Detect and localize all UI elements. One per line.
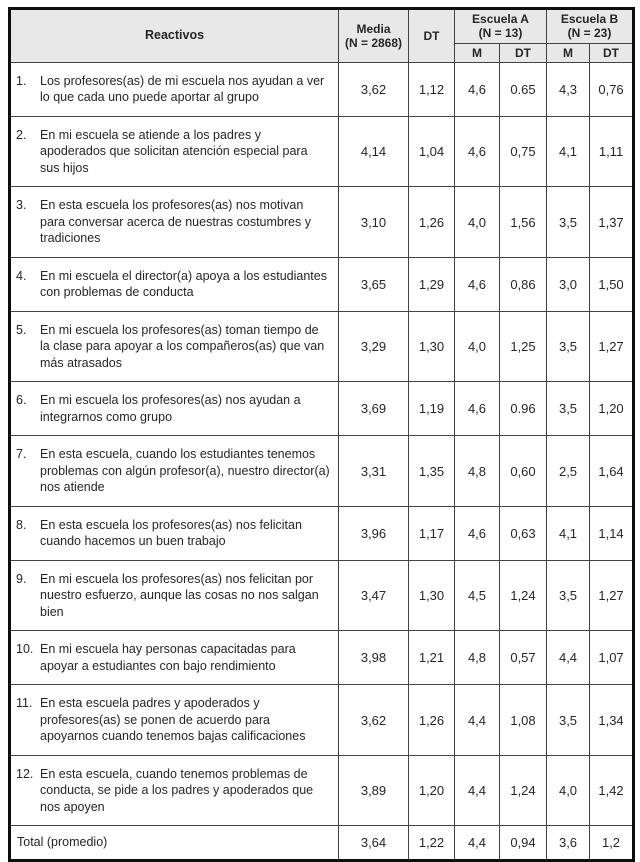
dt-cell: 1,30 <box>409 311 455 382</box>
escuela-a-dt-cell: 0,60 <box>500 436 547 507</box>
escuela-a-m-cell: 4,6 <box>455 506 500 560</box>
escuela-a-dt-cell: 0,86 <box>500 257 547 311</box>
reactivo-number: 11. <box>16 696 33 711</box>
table-row <box>10 116 634 187</box>
escuela-a-m-cell: 4,6 <box>455 257 500 311</box>
table-row <box>10 382 634 436</box>
total-label-cell: Total (promedio) <box>10 826 339 861</box>
escuela-a-dt-cell: 1,56 <box>500 187 547 258</box>
dt-cell: 1,29 <box>409 257 455 311</box>
escuela-a-dt-cell: 1,08 <box>500 685 547 756</box>
reactivo-text: En mi escuela los profesores(as) nos felicitan por nuestro esfuerzo, aunque las cosas no nos salgan bien <box>40 571 319 619</box>
escuela-b-m-cell: 3,5 <box>547 187 590 258</box>
reactivo-text: En esta escuela, cuando tenemos problemas de conducta, se pide a los padres y apoderados que nos apoyen <box>40 766 314 814</box>
escuela-b-m-cell: 4,1 <box>547 506 590 560</box>
reactivo-cell <box>10 62 339 116</box>
reactivo-text: En mi escuela los profesores(as) toman tiempo de la clase para apoyar a los compañeros(as) que van más atrasados <box>40 322 325 370</box>
dt-cell: 1,17 <box>409 506 455 560</box>
escuela-b-dt-cell: 1,34 <box>590 685 634 756</box>
escuela-a-m-cell: 4,0 <box>455 187 500 258</box>
escuela-b-dt-cell: 1,64 <box>590 436 634 507</box>
reactivo-cell <box>10 755 339 826</box>
media-cell: 3,69 <box>339 382 409 436</box>
escuela-b-m-cell: 3,5 <box>547 685 590 756</box>
dt-cell: 1,30 <box>409 560 455 631</box>
media-cell: 3,96 <box>339 506 409 560</box>
media-cell: 3,62 <box>339 685 409 756</box>
header-escuela-a-line2: (N = 13) <box>478 26 523 41</box>
reactivo-text: Los profesores(as) de mi escuela nos ayudan a ver lo que cada uno puede aportar al grupo <box>40 73 325 105</box>
dt-cell: 1,12 <box>409 62 455 116</box>
reactivo-text: En mi escuela hay personas capacitadas para apoyar a estudiantes con bajo rendimiento <box>40 642 296 673</box>
escuela-b-dt-cell: 1,07 <box>590 631 634 685</box>
media-cell: 3,47 <box>339 560 409 631</box>
table-row <box>10 62 634 116</box>
reactivo-number: 9. <box>16 571 27 586</box>
reactivo-number: 6. <box>16 393 27 408</box>
header-escuela-b-line1: Escuela B <box>560 12 619 26</box>
escuela-b-m-cell: 4,0 <box>547 755 590 826</box>
reactivo-cell <box>10 436 339 507</box>
escuela-a-m-cell: 4,0 <box>455 311 500 382</box>
escuela-a-dt-cell: 0,75 <box>500 116 547 187</box>
reactivo-cell <box>10 685 339 756</box>
media-cell: 3,62 <box>339 62 409 116</box>
escuela-a-m-cell: 4,4 <box>455 755 500 826</box>
reactivo-number: 3. <box>16 198 27 213</box>
table-row <box>10 311 634 382</box>
escuela-b-m-cell: 3,0 <box>547 257 590 311</box>
dt-cell: 1,26 <box>409 187 455 258</box>
dt-cell: 1,20 <box>409 755 455 826</box>
table-row <box>10 631 634 685</box>
escuela-a-m-cell: 4,6 <box>455 62 500 116</box>
header-dt: DT <box>409 9 455 63</box>
escuela-b-m-cell: 3,5 <box>547 382 590 436</box>
escuela-b-dt-cell: 0,76 <box>590 62 634 116</box>
total-escuela-b-dt-cell: 1,2 <box>590 826 634 861</box>
reactivo-text: En mi escuela se atiende a los padres y apoderados que solicitan atención especial para sus hijos <box>40 127 308 175</box>
dt-cell: 1,35 <box>409 436 455 507</box>
header-a-m: M <box>455 43 500 62</box>
reactivo-cell <box>10 631 339 685</box>
escuela-b-m-cell: 4,1 <box>547 116 590 187</box>
table-row <box>10 257 634 311</box>
escuela-b-m-cell: 3,5 <box>547 311 590 382</box>
escuela-a-dt-cell: 1,25 <box>500 311 547 382</box>
total-escuela-a-m-cell: 4,4 <box>455 826 500 861</box>
escuela-b-dt-cell: 1,42 <box>590 755 634 826</box>
header-escuela-a <box>455 9 547 44</box>
reactivo-number: 10. <box>16 642 34 657</box>
escuela-b-dt-cell: 1,27 <box>590 311 634 382</box>
reactivo-cell <box>10 506 339 560</box>
media-cell: 3,98 <box>339 631 409 685</box>
escuela-a-m-cell: 4,6 <box>455 116 500 187</box>
header-reactivos: Reactivos <box>10 9 339 63</box>
header-escuela-b-line2: (N = 23) <box>567 26 612 41</box>
reactivo-cell <box>10 560 339 631</box>
header-b-dt: DT <box>590 43 634 62</box>
reactivo-cell <box>10 382 339 436</box>
table-body <box>10 62 634 826</box>
table-row <box>10 506 634 560</box>
total-media-cell: 3,64 <box>339 826 409 861</box>
reactivo-text: En esta escuela los profesores(as) nos felicitan cuando hacemos un buen trabajo <box>40 517 302 549</box>
escuela-b-m-cell: 4,3 <box>547 62 590 116</box>
escuela-a-dt-cell: 0,57 <box>500 631 547 685</box>
table-row <box>10 560 634 631</box>
reactivo-text: En esta escuela padres y apoderados y profesores(as) se ponen de acuerdo para apoyarnos cuando tenemos bajas calificaciones <box>40 696 306 744</box>
reactivo-text: En mi escuela el director(a) apoya a los estudiantes con problemas de conducta <box>40 268 327 300</box>
escuela-b-dt-cell: 1,50 <box>590 257 634 311</box>
table-row <box>10 755 634 826</box>
escuela-a-dt-cell: 0.65 <box>500 62 547 116</box>
dt-cell: 1,21 <box>409 631 455 685</box>
header-b-m: M <box>547 43 590 62</box>
escuela-a-dt-cell: 0,63 <box>500 506 547 560</box>
reactivo-text: En esta escuela, cuando los estudiantes tenemos problemas con algún profesor(a), nuestro director(a) nos atiende <box>40 447 330 495</box>
media-cell: 3,10 <box>339 187 409 258</box>
reactivo-number: 12. <box>16 766 34 781</box>
escuela-a-dt-cell: 1,24 <box>500 755 547 826</box>
escuela-b-dt-cell: 1,27 <box>590 560 634 631</box>
escuela-a-m-cell: 4,8 <box>455 436 500 507</box>
escuela-b-dt-cell: 1,14 <box>590 506 634 560</box>
reactivo-cell <box>10 187 339 258</box>
results-table <box>8 7 635 862</box>
reactivo-number: 5. <box>16 322 27 337</box>
header-escuela-a-line1: Escuela A <box>472 12 529 26</box>
table-footer <box>10 826 634 861</box>
escuela-b-dt-cell: 1,20 <box>590 382 634 436</box>
total-escuela-b-m-cell: 3,6 <box>547 826 590 861</box>
reactivo-cell <box>10 116 339 187</box>
total-escuela-a-dt-cell: 0,94 <box>500 826 547 861</box>
escuela-a-m-cell: 4,4 <box>455 685 500 756</box>
reactivo-number: 4. <box>16 268 27 283</box>
media-cell: 3,31 <box>339 436 409 507</box>
reactivo-number: 1. <box>16 73 27 88</box>
dt-cell: 1,19 <box>409 382 455 436</box>
header-a-dt: DT <box>500 43 547 62</box>
escuela-b-dt-cell: 1,11 <box>590 116 634 187</box>
escuela-a-dt-cell: 1,24 <box>500 560 547 631</box>
escuela-a-dt-cell: 0.96 <box>500 382 547 436</box>
dt-cell: 1,04 <box>409 116 455 187</box>
header-media <box>339 9 409 63</box>
header-media-line2: (N = 2868) <box>344 35 403 50</box>
header-media-line1: Media <box>356 21 391 36</box>
escuela-b-m-cell: 4,4 <box>547 631 590 685</box>
dt-cell: 1,26 <box>409 685 455 756</box>
escuela-a-m-cell: 4,8 <box>455 631 500 685</box>
reactivo-number: 8. <box>16 517 27 532</box>
media-cell: 3,89 <box>339 755 409 826</box>
escuela-b-m-cell: 2,5 <box>547 436 590 507</box>
table-row <box>10 187 634 258</box>
total-row <box>10 826 634 861</box>
escuela-b-m-cell: 3,5 <box>547 560 590 631</box>
header-row-top <box>10 9 634 44</box>
media-cell: 4,14 <box>339 116 409 187</box>
reactivo-text: En esta escuela los profesores(as) nos motivan para conversar acerca de nuestras costumbres y tradiciones <box>40 198 311 246</box>
reactivo-text: En mi escuela los profesores(as) nos ayudan a integrarnos como grupo <box>40 393 301 424</box>
escuela-a-m-cell: 4,5 <box>455 560 500 631</box>
reactivo-cell <box>10 257 339 311</box>
media-cell: 3,65 <box>339 257 409 311</box>
table-header <box>10 9 634 63</box>
table-row <box>10 436 634 507</box>
reactivo-number: 7. <box>16 447 27 462</box>
escuela-b-dt-cell: 1,37 <box>590 187 634 258</box>
escuela-a-m-cell: 4,6 <box>455 382 500 436</box>
total-dt-cell: 1,22 <box>409 826 455 861</box>
reactivo-cell <box>10 311 339 382</box>
header-escuela-b <box>547 9 634 44</box>
table-row <box>10 685 634 756</box>
media-cell: 3,29 <box>339 311 409 382</box>
reactivo-number: 2. <box>16 127 27 142</box>
